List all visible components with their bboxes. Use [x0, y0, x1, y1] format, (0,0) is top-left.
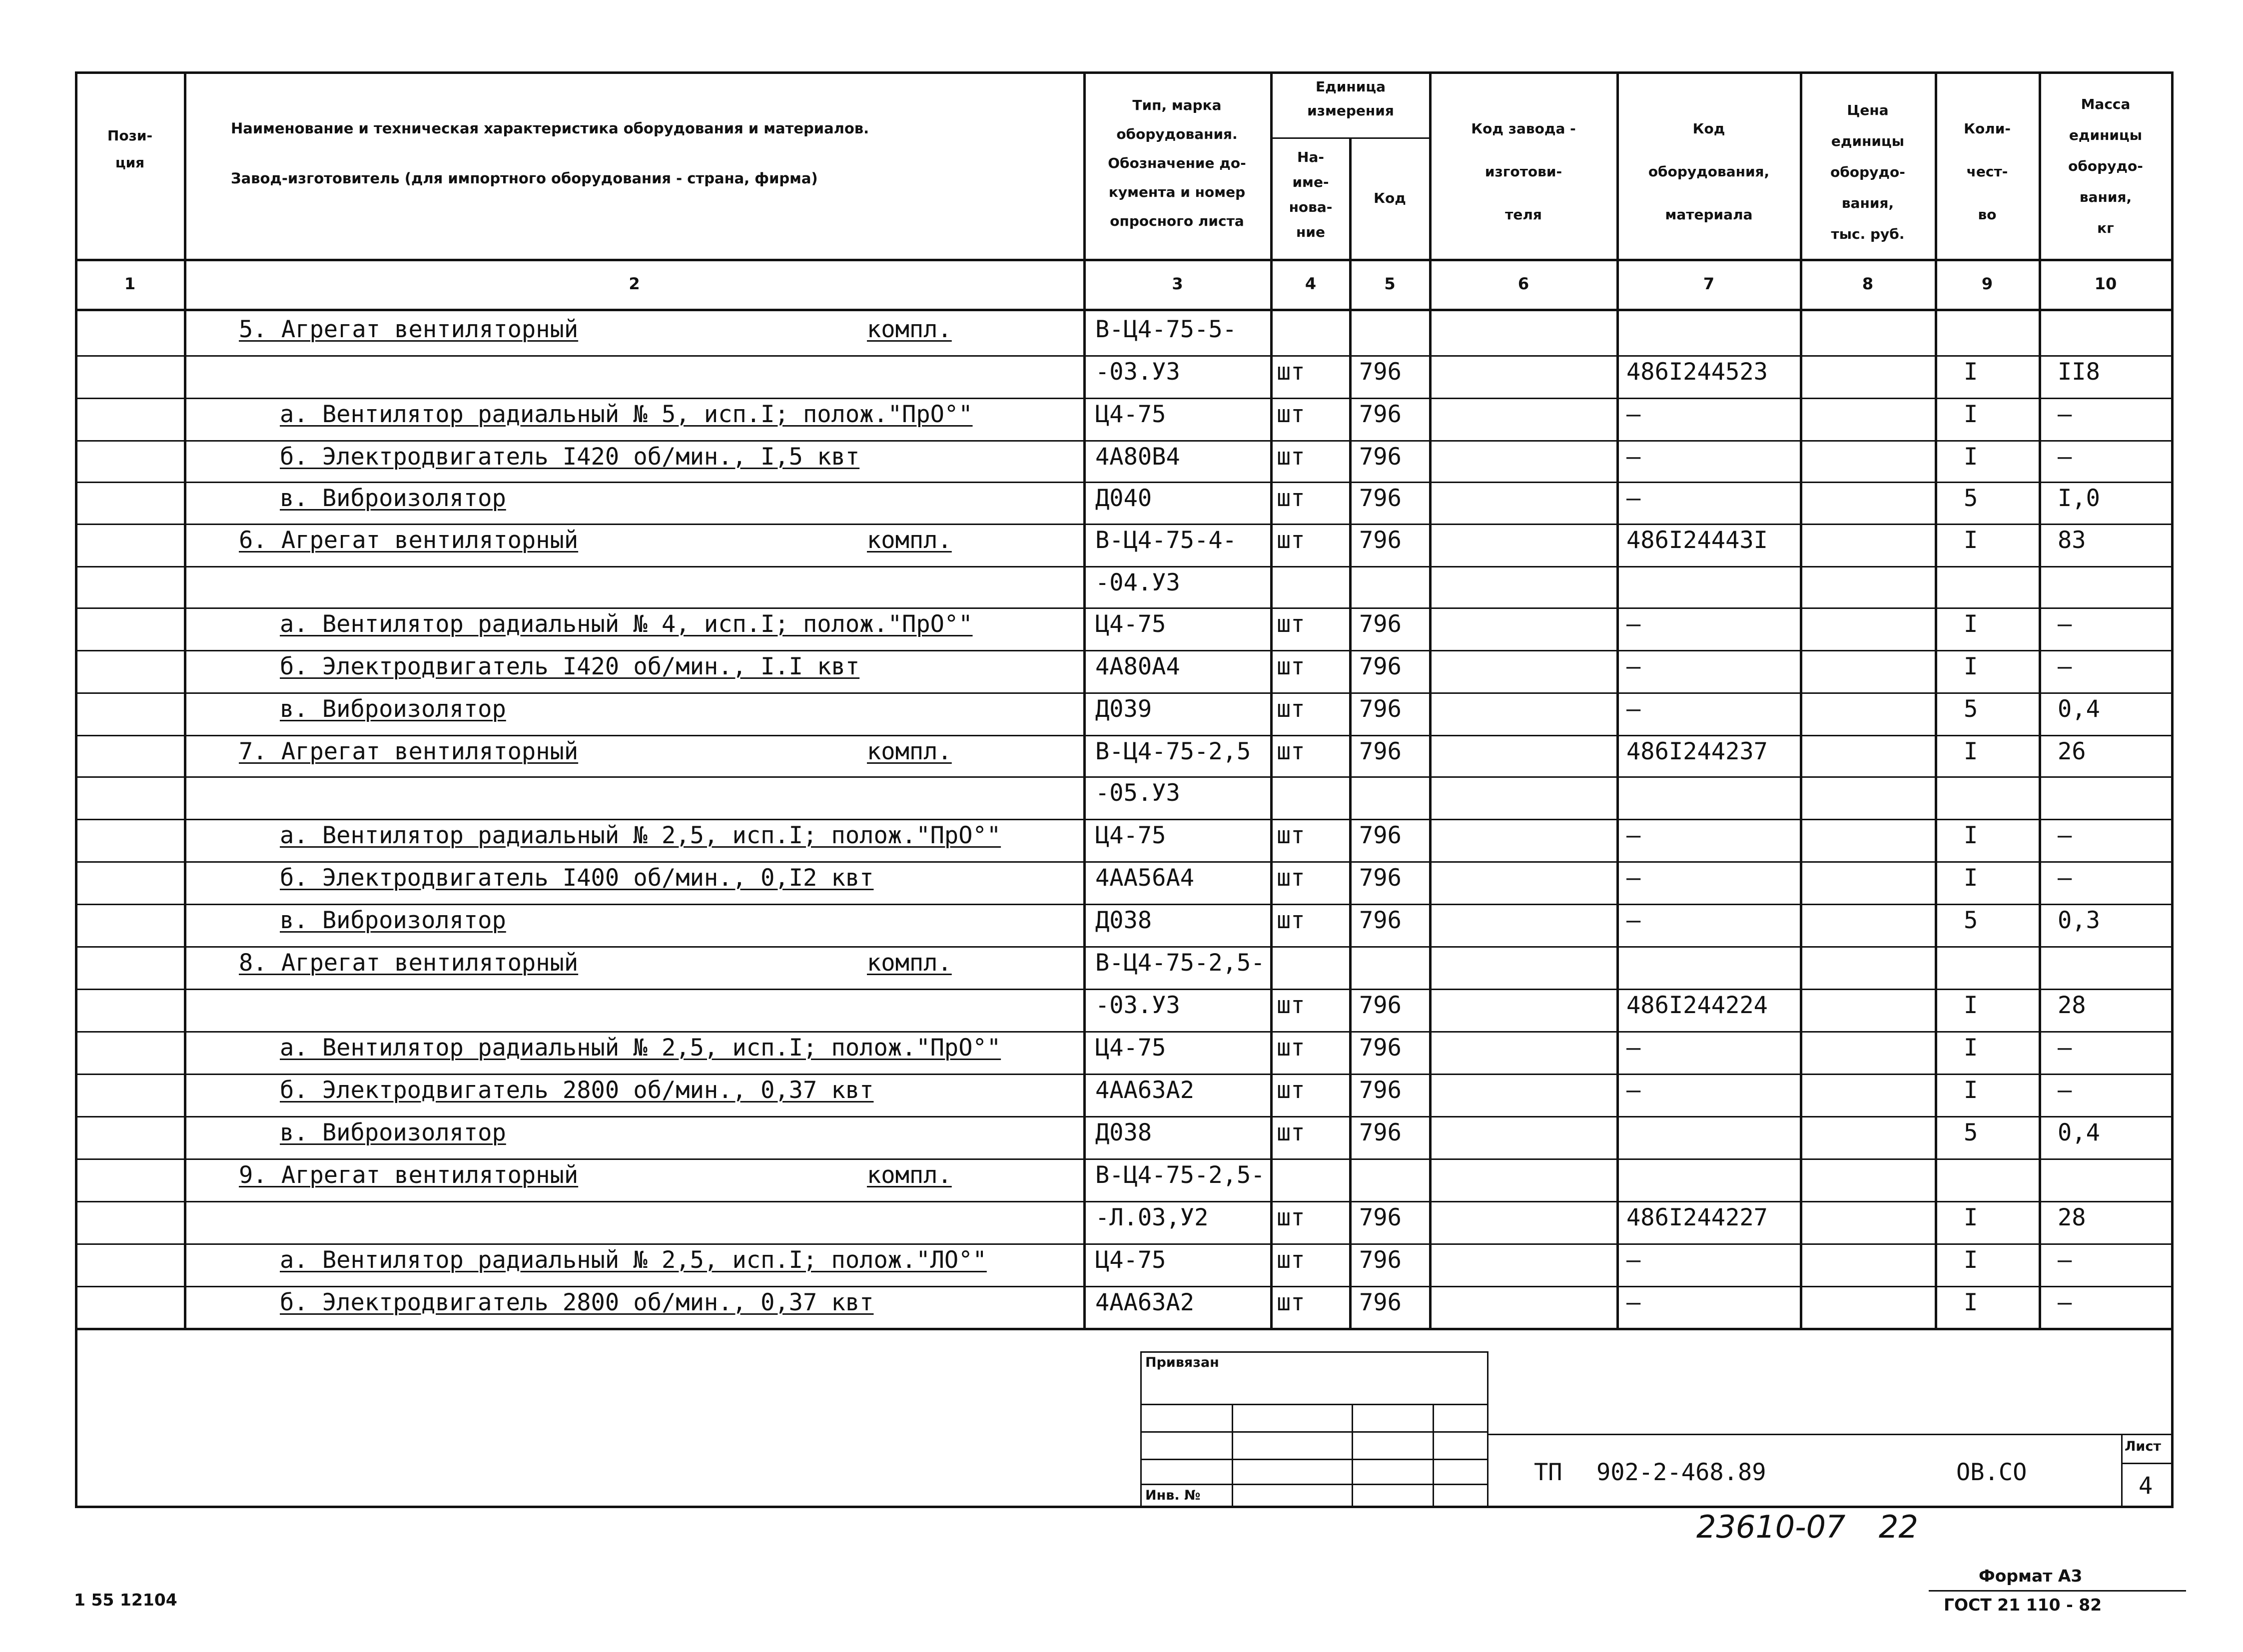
- row-type: В-Ц4-75-2,5-: [1095, 1161, 1265, 1189]
- row-type: Ц4-75: [1095, 401, 1166, 428]
- row-rule: [75, 819, 2174, 820]
- row-unit-code: 796: [1359, 653, 1402, 680]
- row-equipment-code: 486I244237: [1626, 738, 1768, 765]
- row-name: а. Вентилятор радиальный № 4, исп.I; полож."ПрО°": [280, 610, 973, 638]
- column-number: 1: [124, 274, 136, 293]
- row-equipment-code: –: [1626, 1034, 1641, 1062]
- col-divider-9: [2039, 71, 2041, 1330]
- row-rule: [75, 776, 2174, 778]
- row-equipment-code: –: [1626, 653, 1641, 680]
- row-unit-code: 796: [1359, 443, 1402, 471]
- handwritten-archive-number: 23610-07: [1696, 1509, 1846, 1545]
- row-type: -03.У3: [1095, 358, 1180, 386]
- row-type: В-Ц4-75-2,5-: [1095, 949, 1265, 977]
- row-name: 5. Агрегат вентиляторный: [239, 316, 579, 343]
- colnum-bottom-border: [75, 309, 2174, 311]
- row-mass: 28: [2058, 1204, 2086, 1231]
- row-equipment-code: 486I244523: [1626, 358, 1768, 386]
- row-type: Ц4-75: [1095, 1034, 1166, 1062]
- row-unit-name: шт: [1277, 653, 1305, 680]
- row-equipment-code: –: [1626, 401, 1641, 428]
- row-type: 4АА63А2: [1095, 1289, 1195, 1316]
- stamp-rule: [1140, 1404, 1489, 1405]
- row-quantity: I: [1964, 992, 1978, 1019]
- row-mass: I,0: [2058, 485, 2100, 512]
- row-unit-name: шт: [1277, 1246, 1305, 1274]
- column-number: 3: [1172, 274, 1183, 293]
- row-equipment-code: 486I244224: [1626, 992, 1768, 1019]
- stamp-attached-label: Привязан: [1145, 1355, 1219, 1370]
- row-rule: [75, 355, 2174, 357]
- row-name: б. Электродвигатель 2800 об/мин., 0,37 квт: [280, 1077, 874, 1104]
- row-rule: [75, 1286, 2174, 1287]
- row-name: 8. Агрегат вентиляторный: [239, 949, 579, 977]
- row-name: б. Электродвигатель I400 об/мин., 0,I2 квт: [280, 864, 874, 892]
- row-mass: –: [2058, 653, 2072, 680]
- row-unit-note: компл.: [867, 527, 952, 554]
- row-mass: –: [2058, 1246, 2072, 1274]
- row-quantity: I: [1964, 610, 1978, 638]
- row-name: 7. Агрегат вентиляторный: [239, 738, 579, 765]
- row-unit-code: 796: [1359, 401, 1402, 428]
- handwritten-page-number: 22: [1879, 1509, 1918, 1545]
- row-unit-code: 796: [1359, 1077, 1402, 1104]
- row-unit-code: 796: [1359, 992, 1402, 1019]
- row-unit-name: шт: [1277, 695, 1305, 723]
- row-name: в. Виброизолятор: [280, 485, 506, 512]
- row-mass: 26: [2058, 738, 2086, 765]
- row-name: а. Вентилятор радиальный № 5, исп.I; полож."ПрО°": [280, 401, 973, 428]
- stamp-doc-prefix: ТП: [1534, 1459, 1562, 1486]
- row-unit-code: 796: [1359, 1289, 1402, 1316]
- row-quantity: I: [1964, 358, 1978, 386]
- table-top-border: [75, 71, 2174, 74]
- row-type: В-Ц4-75-2,5: [1095, 738, 1251, 765]
- row-type: 4А80В4: [1095, 443, 1180, 471]
- column-number: 7: [1703, 274, 1715, 293]
- header-type: Тип, марка оборудования. Обозначение до- кумента и номер опросного листа: [1108, 97, 1246, 229]
- header-position: Пози- ция: [107, 127, 153, 171]
- stamp-rule: [1140, 1351, 1142, 1507]
- row-equipment-code: 486I244227: [1626, 1204, 1768, 1231]
- header-equipment-code: Код оборудования, материала: [1648, 120, 1770, 223]
- row-unit-name: шт: [1277, 443, 1305, 471]
- row-rule: [75, 1074, 2174, 1075]
- row-unit-code: 796: [1359, 358, 1402, 386]
- row-type: 4АА56А4: [1095, 864, 1195, 892]
- row-name: в. Виброизолятор: [280, 907, 506, 934]
- row-mass: –: [2058, 1289, 2072, 1316]
- header-price: Цена единицы оборудо- вания, тыс. руб.: [1830, 102, 1905, 242]
- col-divider-7: [1800, 71, 1802, 1330]
- col-divider-2: [1083, 71, 1086, 1330]
- row-quantity: I: [1964, 443, 1978, 471]
- row-type: В-Ц4-75-5-: [1095, 316, 1237, 343]
- row-mass: 0,4: [2058, 1119, 2100, 1146]
- row-quantity: 5: [1964, 695, 1978, 723]
- row-rule: [75, 566, 2174, 567]
- row-rule: [75, 1243, 2174, 1245]
- header-quantity: Коли- чест- во: [1964, 120, 2011, 223]
- row-rule: [75, 440, 2174, 442]
- row-unit-name: шт: [1277, 358, 1305, 386]
- stamp-sheet-number: 4: [2139, 1472, 2153, 1500]
- row-name: а. Вентилятор радиальный № 2,5, исп.I; полож."ЛО°": [280, 1246, 987, 1274]
- row-equipment-code: –: [1626, 864, 1641, 892]
- header-unit-group: Единица измерения: [1307, 78, 1394, 119]
- row-quantity: I: [1964, 401, 1978, 428]
- row-unit-code: 796: [1359, 527, 1402, 554]
- row-rule: [75, 989, 2174, 990]
- column-number: 10: [2094, 274, 2117, 293]
- row-mass: 28: [2058, 992, 2086, 1019]
- row-rule: [75, 482, 2174, 483]
- row-name: в. Виброизолятор: [280, 1119, 506, 1146]
- row-name: в. Виброизолятор: [280, 695, 506, 723]
- row-mass: –: [2058, 1077, 2072, 1104]
- row-type: В-Ц4-75-4-: [1095, 527, 1237, 554]
- row-unit-code: 796: [1359, 695, 1402, 723]
- row-unit-code: 796: [1359, 822, 1402, 849]
- row-quantity: I: [1964, 1204, 1978, 1231]
- row-type: Д040: [1095, 485, 1152, 512]
- row-quantity: I: [1964, 1077, 1978, 1104]
- row-unit-name: шт: [1277, 992, 1305, 1019]
- footer-left-code: 1 55 12104: [74, 1590, 177, 1610]
- stamp-rule: [1140, 1484, 1489, 1485]
- header-mass: Масса единицы оборудо- вания, кг: [2068, 96, 2143, 236]
- column-number: 5: [1384, 274, 1396, 293]
- row-quantity: 5: [1964, 485, 1978, 512]
- row-unit-name: шт: [1277, 1077, 1305, 1104]
- row-rule: [75, 1031, 2174, 1033]
- stamp-rule: [1140, 1431, 1489, 1433]
- col-divider-3: [1270, 71, 1273, 1330]
- row-type: -03.У3: [1095, 992, 1180, 1019]
- row-quantity: 5: [1964, 1119, 1978, 1146]
- row-unit-note: компл.: [867, 316, 952, 343]
- row-unit-code: 796: [1359, 485, 1402, 512]
- row-unit-name: шт: [1277, 738, 1305, 765]
- row-name: 6. Агрегат вентиляторный: [239, 527, 579, 554]
- row-unit-name: шт: [1277, 1119, 1305, 1146]
- row-mass: –: [2058, 610, 2072, 638]
- header-unit-code: Код: [1374, 190, 1406, 206]
- row-mass: –: [2058, 401, 2072, 428]
- header-bottom-border: [75, 259, 2174, 261]
- row-rule: [75, 735, 2174, 736]
- row-type: Д038: [1095, 1119, 1152, 1146]
- column-number: 2: [629, 274, 640, 293]
- stamp-doc-code: ОВ.СО: [1956, 1459, 2027, 1486]
- footer-rule: [1929, 1590, 2186, 1592]
- row-unit-name: шт: [1277, 1204, 1305, 1231]
- row-equipment-code: –: [1626, 1289, 1641, 1316]
- row-rule: [75, 607, 2174, 609]
- row-unit-code: 796: [1359, 1119, 1402, 1146]
- table-right-border: [2171, 71, 2174, 1508]
- row-mass: –: [2058, 864, 2072, 892]
- row-type: 4АА63А2: [1095, 1077, 1195, 1104]
- row-mass: 0,4: [2058, 695, 2100, 723]
- row-mass: 0,3: [2058, 907, 2100, 934]
- row-name: б. Электродвигатель 2800 об/мин., 0,37 квт: [280, 1289, 874, 1316]
- header-plant-code: Код завода - изготови- теля: [1471, 120, 1576, 223]
- stamp-rule: [2121, 1463, 2173, 1464]
- stamp-rule: [1433, 1404, 1434, 1507]
- row-unit-note: компл.: [867, 738, 952, 765]
- row-equipment-code: –: [1626, 610, 1641, 638]
- row-quantity: I: [1964, 1289, 1978, 1316]
- row-equipment-code: –: [1626, 822, 1641, 849]
- row-type: Ц4-75: [1095, 1246, 1166, 1274]
- row-rule: [75, 650, 2174, 651]
- row-type: 4А80А4: [1095, 653, 1180, 680]
- stamp-sheet-label: Лист: [2125, 1439, 2161, 1454]
- row-name: а. Вентилятор радиальный № 2,5, исп.I; полож."ПрО°": [280, 1034, 1001, 1062]
- header-unit-name: На- име- нова- ние: [1289, 149, 1333, 240]
- row-unit-code: 796: [1359, 1204, 1402, 1231]
- row-rule: [75, 524, 2174, 525]
- row-name: б. Электродвигатель I420 об/мин., I,5 квт: [280, 443, 860, 471]
- row-quantity: I: [1964, 653, 1978, 680]
- header-name-line2: Завод-изготовитель (для импортного оборудования - страна, фирма): [231, 170, 818, 187]
- row-rule: [75, 1116, 2174, 1117]
- row-unit-code: 796: [1359, 1246, 1402, 1274]
- footer-format: Формат А3: [1979, 1566, 2083, 1586]
- row-unit-note: компл.: [867, 1161, 952, 1189]
- row-name: б. Электродвигатель I420 об/мин., I.I квт: [280, 653, 860, 680]
- row-name: а. Вентилятор радиальный № 2,5, исп.I; полож."ПрО°": [280, 822, 1001, 849]
- row-mass: –: [2058, 1034, 2072, 1062]
- row-unit-code: 796: [1359, 907, 1402, 934]
- row-equipment-code: –: [1626, 485, 1641, 512]
- row-mass: –: [2058, 822, 2072, 849]
- body-bottom-border: [75, 1328, 2174, 1330]
- row-name: 9. Агрегат вентиляторный: [239, 1161, 579, 1189]
- row-type: Ц4-75: [1095, 610, 1166, 638]
- row-quantity: I: [1964, 1034, 1978, 1062]
- row-type: -Л.03,У2: [1095, 1204, 1209, 1231]
- stamp-rule: [1487, 1351, 1489, 1507]
- col-divider-4: [1349, 137, 1352, 1330]
- row-mass: II8: [2058, 358, 2100, 386]
- col-divider-6: [1616, 71, 1619, 1330]
- row-rule: [75, 904, 2174, 905]
- row-quantity: I: [1964, 527, 1978, 554]
- row-unit-code: 796: [1359, 1034, 1402, 1062]
- row-type: -05.У3: [1095, 779, 1180, 807]
- row-unit-name: шт: [1277, 401, 1305, 428]
- row-type: Ц4-75: [1095, 822, 1166, 849]
- table-bottom-border: [75, 1506, 2174, 1508]
- row-equipment-code: –: [1626, 907, 1641, 934]
- column-number: 9: [1981, 274, 1993, 293]
- footer-gost: ГОСТ 21 110 - 82: [1944, 1595, 2102, 1615]
- row-unit-name: шт: [1277, 822, 1305, 849]
- row-unit-name: шт: [1277, 1289, 1305, 1316]
- row-type: Д039: [1095, 695, 1152, 723]
- row-quantity: I: [1964, 822, 1978, 849]
- row-unit-name: шт: [1277, 527, 1305, 554]
- column-number: 6: [1517, 274, 1529, 293]
- row-unit-name: шт: [1277, 485, 1305, 512]
- row-type: Д038: [1095, 907, 1152, 934]
- stamp-doc-number: 902-2-468.89: [1596, 1459, 1766, 1486]
- stamp-rule: [1140, 1459, 1489, 1460]
- stamp-rule: [1140, 1351, 1489, 1353]
- row-quantity: 5: [1964, 907, 1978, 934]
- stamp-rule: [1232, 1404, 1233, 1507]
- stamp-rule: [1352, 1404, 1353, 1507]
- stamp-rule: [2121, 1434, 2123, 1507]
- col-divider-8: [1935, 71, 1937, 1330]
- col-divider-5: [1429, 71, 1432, 1330]
- stamp-inventory-label: Инв. №: [1145, 1488, 1201, 1503]
- column-number: 4: [1305, 274, 1317, 293]
- header-name-line1: Наименование и техническая характеристика оборудования и материалов.: [231, 120, 869, 137]
- col-divider-1: [184, 71, 186, 1330]
- row-unit-name: шт: [1277, 864, 1305, 892]
- row-rule: [75, 398, 2174, 399]
- row-unit-name: шт: [1277, 907, 1305, 934]
- row-unit-note: компл.: [867, 949, 952, 977]
- row-mass: 83: [2058, 527, 2086, 554]
- row-equipment-code: –: [1626, 695, 1641, 723]
- row-quantity: I: [1964, 738, 1978, 765]
- row-quantity: I: [1964, 1246, 1978, 1274]
- row-unit-name: шт: [1277, 610, 1305, 638]
- row-rule: [75, 1158, 2174, 1160]
- row-rule: [75, 1201, 2174, 1202]
- row-type: -04.У3: [1095, 569, 1180, 596]
- row-quantity: I: [1964, 864, 1978, 892]
- row-equipment-code: –: [1626, 443, 1641, 471]
- row-rule: [75, 861, 2174, 863]
- stamp-rule: [1487, 1434, 2173, 1435]
- row-unit-name: шт: [1277, 1034, 1305, 1062]
- row-unit-code: 796: [1359, 610, 1402, 638]
- row-mass: –: [2058, 443, 2072, 471]
- row-equipment-code: –: [1626, 1246, 1641, 1274]
- column-number: 8: [1862, 274, 1874, 293]
- row-rule: [75, 692, 2174, 694]
- row-rule: [75, 946, 2174, 948]
- row-unit-code: 796: [1359, 864, 1402, 892]
- row-equipment-code: –: [1626, 1077, 1641, 1104]
- row-unit-code: 796: [1359, 738, 1402, 765]
- row-equipment-code: 486I24443I: [1626, 527, 1768, 554]
